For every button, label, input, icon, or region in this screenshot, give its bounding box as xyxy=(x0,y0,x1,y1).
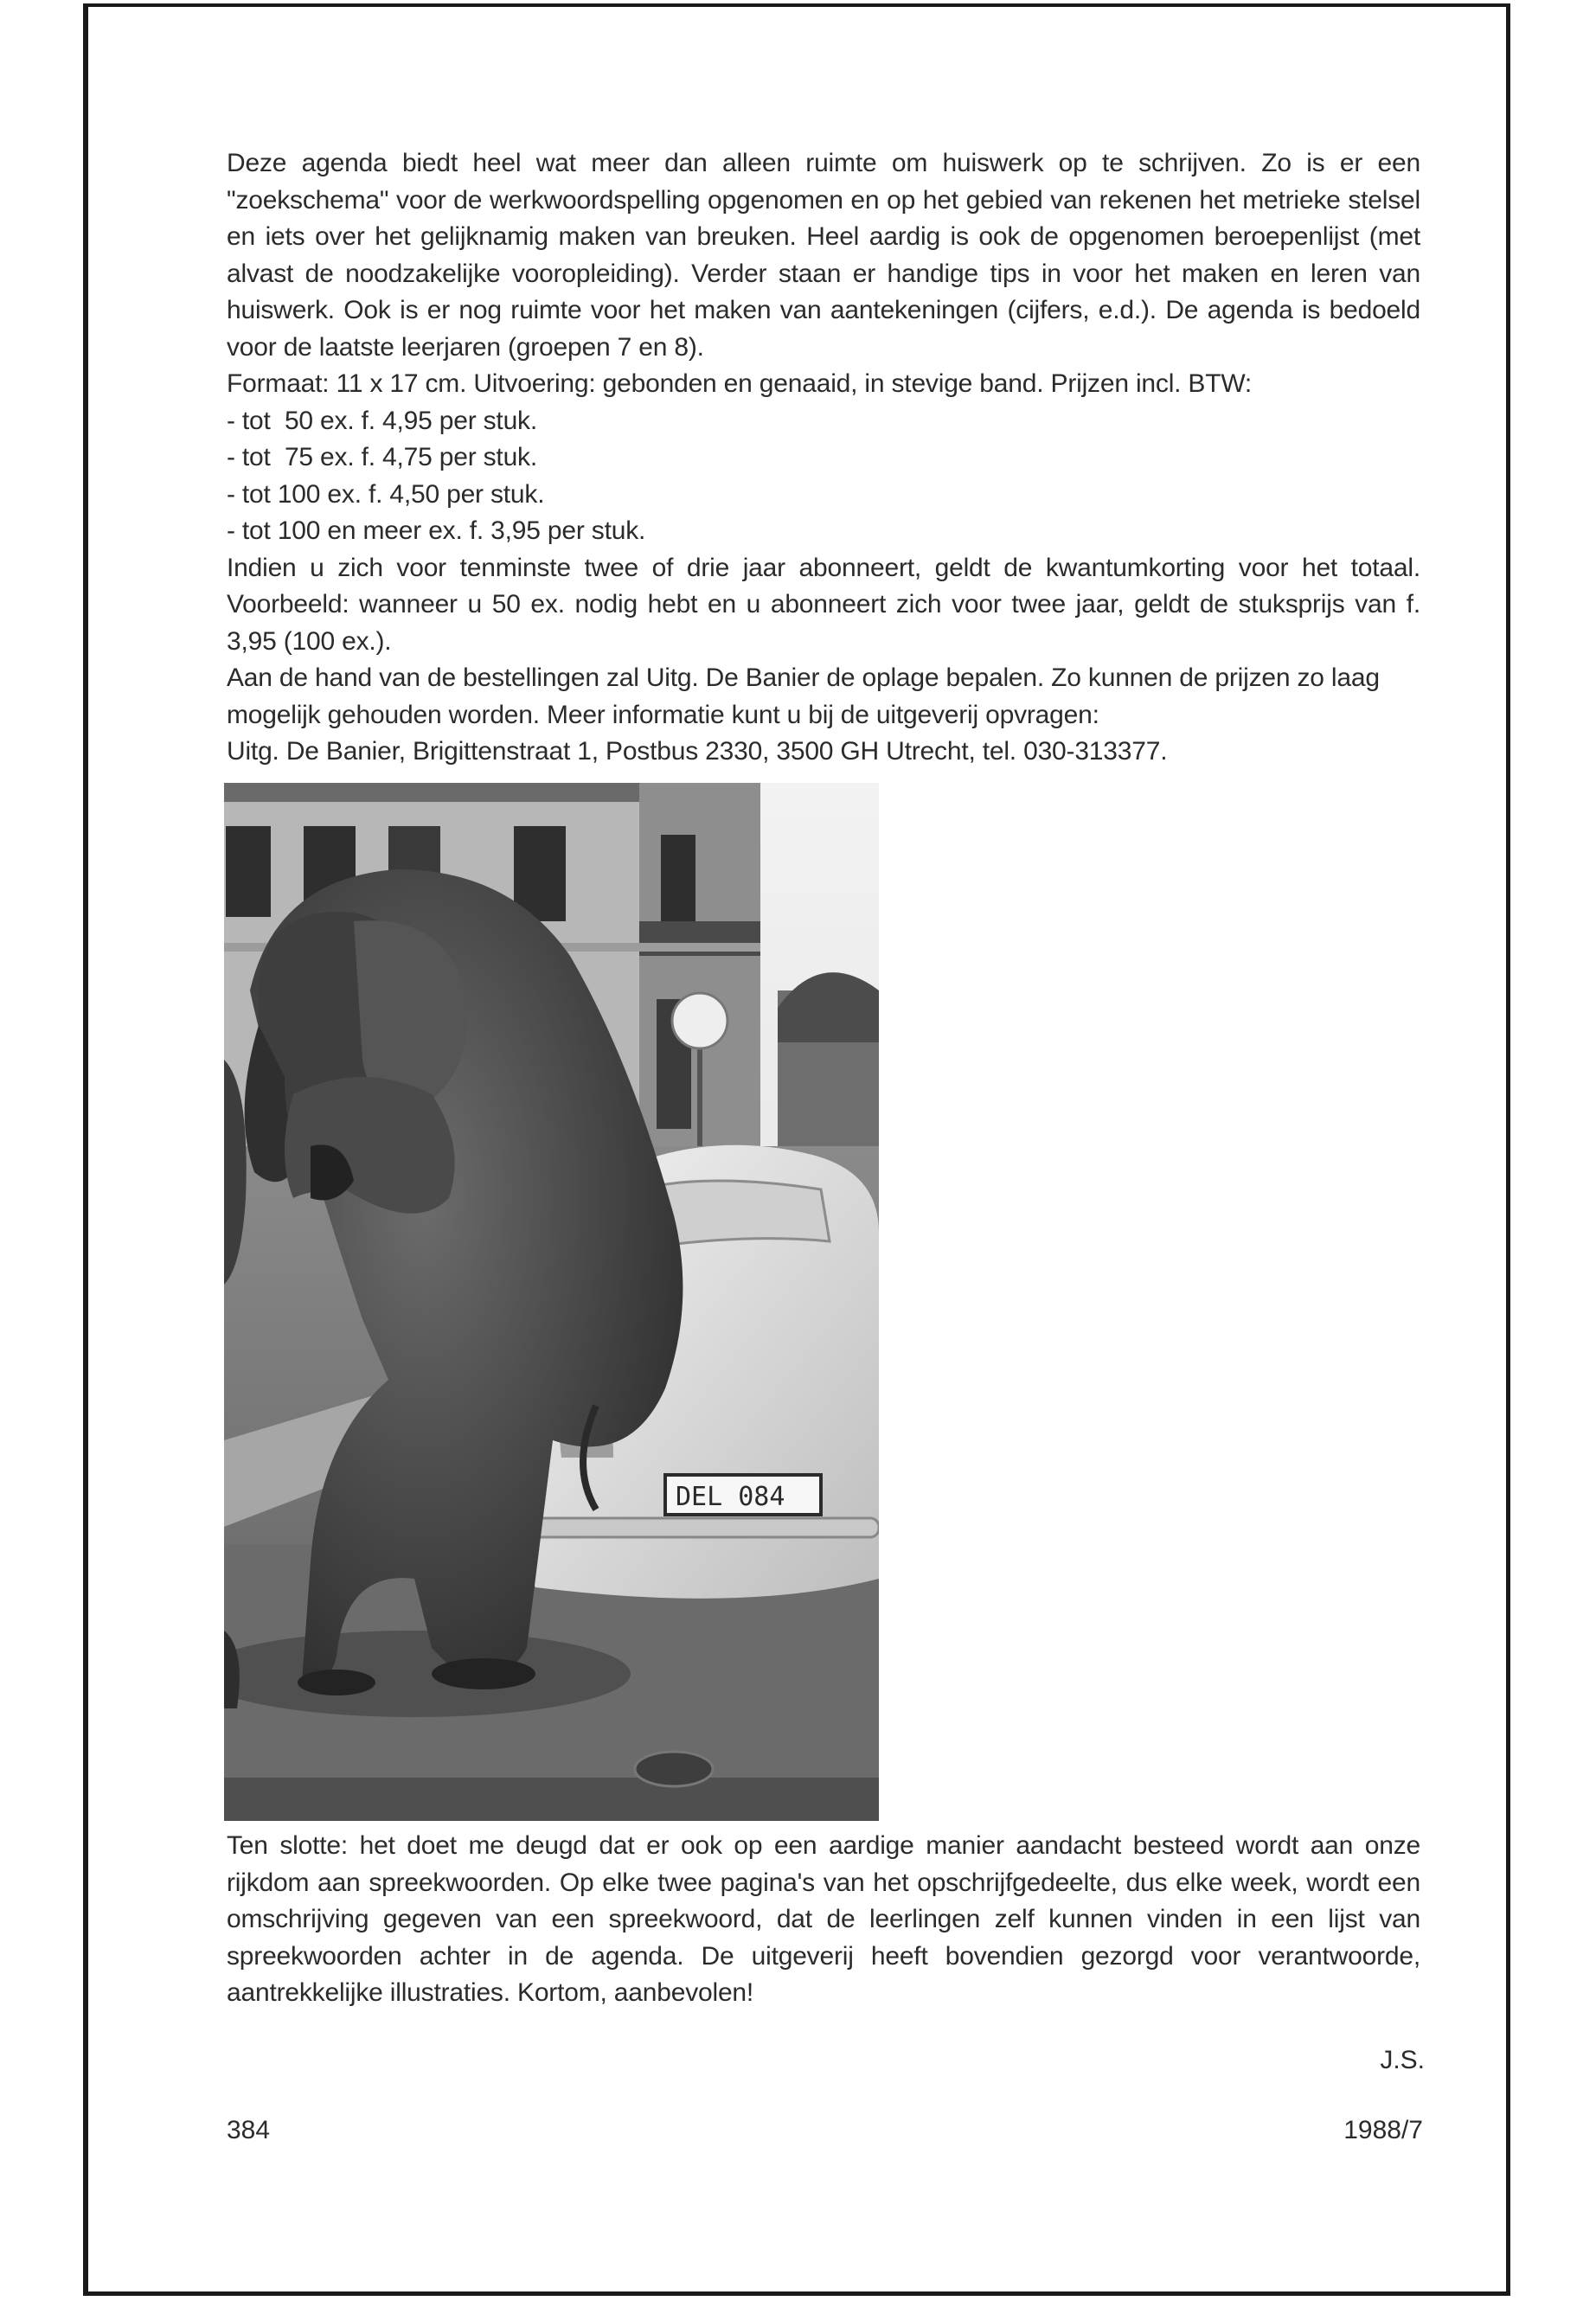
article-closing xyxy=(227,1828,1420,2012)
license-plate-text: DEL 084 xyxy=(676,1482,785,1512)
price-item: - tot 50 ex. f. 4,95 per stuk. xyxy=(227,406,537,435)
price-item: - tot 100 ex. f. 4,50 per stuk. xyxy=(227,479,545,509)
street-sign xyxy=(672,993,727,1048)
closing-paragraph: Ten slotte: het doet me deugd dat er ook op een aardige manier aandacht besteed wordt aan onze rijkdom aan spreekwoorden. Op elke twee pagina's van het opschrijfgedeelte, dus elke week, wordt een omschrijving gegeven van een spreekwoord, dat de leerlingen zelf kunnen vinden in een lijst van spreekwoorden achter in de agenda. De uitgeverij heeft bovendien gezorgd voor verantwoorde, aantrekkelijke illustraties. Kortom, aanbevolen! xyxy=(227,1831,1420,2007)
price-list xyxy=(227,403,1420,550)
publisher-address: Uitg. De Banier, Brigittenstraat 1, Postbus 2330, 3500 GH Utrecht, tel. 030-313377. xyxy=(227,737,1168,766)
price-item: - tot 75 ex. f. 4,75 per stuk. xyxy=(227,443,537,471)
orders-paragraph: Aan de hand van de bestellingen zal Uitg. De Banier de oplage bepalen. Zo kunnen de prijzen zo laag mogelijk gehouden worden. Meer informatie kunt u bij de uitgeverij opvragen: xyxy=(227,663,1380,729)
author-initials: J.S. xyxy=(1380,2046,1425,2074)
intro-paragraph: Deze agenda biedt heel wat meer dan alleen ruimte om huiswerk op te schrijven. Zo is er een "zoekschema" voor de werkwoordspelling opgenomen en op het gebied van rekenen het metrieke stelsel en iets over het gelijknamig maken van breuken. Heel aardig is ook de opgenomen beroepenlijst (met alvast de noodzakelijke vooropleiding). Verder staan er handige tips in voor het maken en leren van huiswerk. Ook is er nog ruimte voor het maken van aantekeningen (cijfers, e.d.). De agenda is bedoeld voor de laatste leerjaren (groepen 7 en 8). xyxy=(227,149,1420,362)
building-window xyxy=(226,826,271,917)
format-line: Formaat: 11 x 17 cm. Uitvoering: gebonden en genaaid, in stevige band. Prijzen incl. BTW: xyxy=(227,369,1253,398)
article-top xyxy=(227,145,1420,771)
issue-number: 1988/7 xyxy=(1343,2116,1423,2144)
building-window xyxy=(661,835,695,930)
page-number: 384 xyxy=(227,2116,271,2144)
elephant-photo xyxy=(224,783,879,1821)
price-item: - tot 100 en meer ex. f. 3,95 per stuk. xyxy=(227,516,646,545)
subscription-paragraph: Indien u zich voor tenminste twee of drie jaar abonneert, geldt de kwantumkorting voor het totaal. Voorbeeld: wanneer u 50 ex. nodig hebt en u abonneert zich voor twee jaar, geldt de stuksprijs van f. 3,95 (100 ex.). xyxy=(227,553,1420,656)
